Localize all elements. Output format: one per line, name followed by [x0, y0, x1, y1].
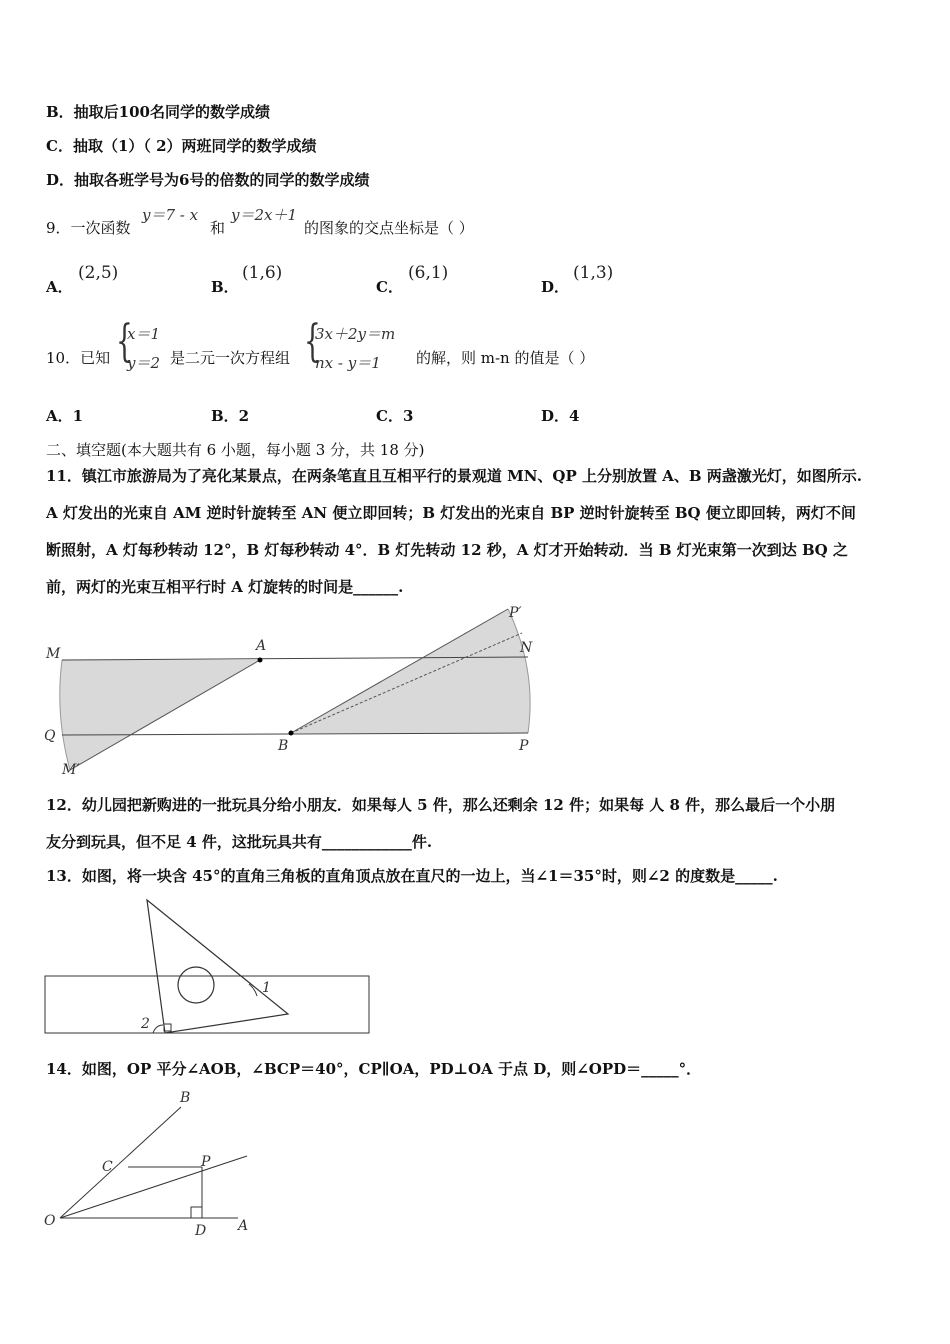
q11-light-sector-b [291, 609, 530, 733]
q11-label-n: N [520, 640, 533, 656]
q14-label-a: A [238, 1218, 249, 1234]
q9-function-1: y＝7 - x [142, 206, 199, 224]
q14-label-c: C [102, 1159, 113, 1175]
q10-suffix: 的解，则 m-n 的值是（ ） [416, 349, 595, 367]
q13-label-2: 2 [141, 1016, 150, 1032]
q9-and: 和 [210, 219, 226, 237]
q14-label-b: B [180, 1090, 191, 1106]
q12-line-1: 12．幼儿园把新购进的一批玩具分给小朋友．如果每人 5 件，那么还剩余 12 件；如果每 人 8 件，那么最后一个小朋 [46, 796, 836, 814]
q9-option-c-label: C． [376, 278, 403, 296]
q9-option-a-label: A． [46, 278, 73, 296]
q11-label-m: M [46, 646, 61, 662]
q10-middle: 是二元一次方程组 [170, 349, 291, 367]
q10-prefix: 10．已知 [46, 349, 111, 367]
q9-suffix: 的图象的交点坐标是（ ） [304, 219, 474, 237]
q9-prefix: 9．一次函数 [46, 219, 131, 237]
q13-set-square-hole [178, 967, 214, 1003]
q8-option-b: B．抽取后100名同学的数学成绩 [46, 103, 270, 121]
q11-label-p-prime: P′ [509, 605, 522, 621]
q11-line-1: 11．镇江市旅游局为了亮化某景点，在两条笔直且互相平行的景观道 MN、QP 上分别放置 A、B 两盏激光灯，如图所示. [46, 467, 862, 485]
q9-option-b-value: (1,6) [242, 263, 283, 283]
q14-label-p: P [201, 1154, 211, 1170]
q13-set-square [147, 900, 288, 1033]
q14-ray-op [60, 1156, 247, 1218]
q9-function-2: y＝2x＋1 [231, 206, 298, 224]
q8-option-d: D．抽取各班学号为6号的倍数的同学的数学成绩 [46, 171, 370, 189]
q10-system-brace: { [304, 316, 321, 367]
q9-option-d-label: D． [541, 278, 570, 296]
q11-label-q: Q [44, 728, 56, 744]
q11-light-sector-a [60, 660, 260, 770]
q11-label-a: A [256, 638, 267, 654]
q14-right-angle-mark [191, 1207, 202, 1218]
q8-option-c: C．抽取（1）（ 2）两班同学的数学成绩 [46, 137, 317, 155]
section-2-heading: 二、填空题(本大题共有 6 小题，每小题 3 分，共 18 分) [46, 441, 425, 459]
q14-figure [40, 1085, 270, 1240]
q13-figure [40, 890, 380, 1040]
q11-point-a [258, 658, 263, 663]
q9-option-b-label: B． [211, 278, 239, 296]
q10-option-c: C．3 [376, 407, 414, 425]
q9-option-d-value: (1,3) [573, 263, 614, 283]
q11-label-b: B [278, 738, 289, 754]
q11-figure [40, 600, 540, 785]
q10-option-b: B．2 [211, 407, 250, 425]
q13-ruler [45, 976, 369, 1033]
q10-solution-x: x＝1 [127, 325, 161, 343]
q10-option-d: D．4 [541, 407, 580, 425]
q14-ray-ob [60, 1107, 181, 1218]
q11-line-4: 前，两灯的光束互相平行时 A 灯旋转的时间是______. [46, 578, 404, 596]
q13-angle-2-arc [153, 1025, 163, 1033]
q13-line-1: 13．如图，将一块含 45°的直角三角板的直角顶点放在直尺的一边上，当∠1＝35°时，则∠2 的度数是_____. [46, 867, 778, 885]
q11-line-3: 断照射，A 灯每秒转动 12°，B 灯每秒转动 4°．B 灯先转动 12 秒，A 灯才开始转动．当 B 灯光束第一次到达 BQ 之 [46, 541, 848, 559]
q11-label-p: P [519, 738, 529, 754]
q9-option-c-value: (6,1) [408, 263, 449, 283]
q10-solution-brace: { [116, 316, 133, 367]
q10-equation-1: 3x＋2y＝m [315, 325, 396, 343]
q11-label-m-prime: M′ [62, 762, 80, 778]
q10-solution-y: y＝2 [127, 354, 161, 372]
q13-label-1: 1 [262, 980, 271, 996]
q10-option-a: A．1 [46, 407, 84, 425]
q14-label-d: D [195, 1223, 207, 1239]
q10-equation-2: nx - y＝1 [315, 354, 381, 372]
q11-point-b [289, 731, 294, 736]
q9-option-a-value: (2,5) [78, 263, 119, 283]
q14-label-o: O [44, 1213, 56, 1229]
q14-line-1: 14．如图，OP 平分∠AOB，∠BCP＝40°，CP∥OA，PD⊥OA 于点 D，则∠OPD＝_____°． [46, 1060, 702, 1078]
q11-line-2: A 灯发出的光束自 AM 逆时针旋转至 AN 便立即回转；B 灯发出的光束自 BP 逆时针旋转至 BQ 便立即回转，两灯不间 [46, 504, 856, 522]
q12-line-2: 友分到玩具，但不足 4 件，这批玩具共有____________件. [46, 833, 433, 851]
